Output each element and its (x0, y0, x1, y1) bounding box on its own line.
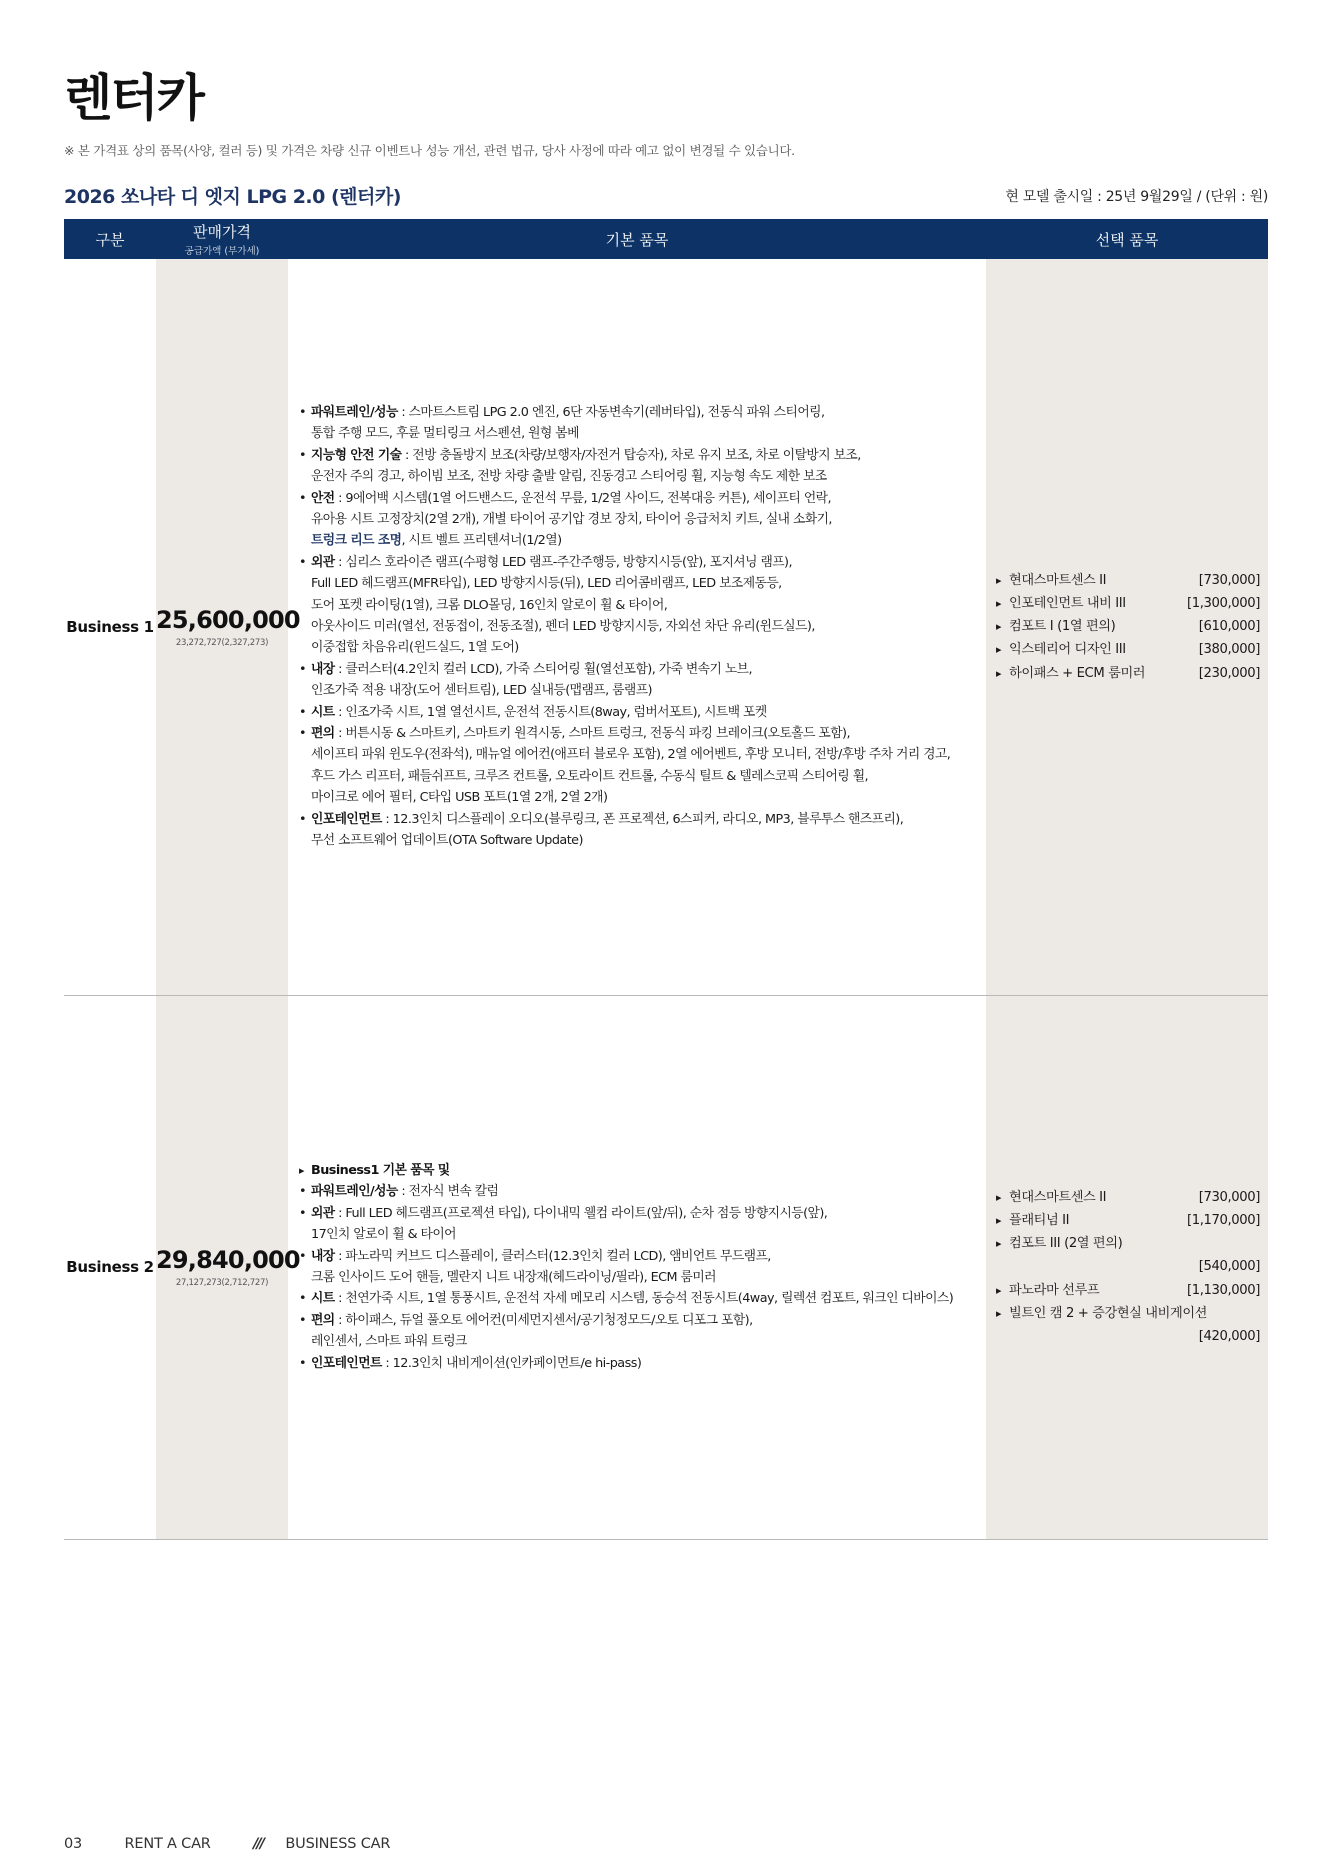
option-item (996, 1232, 1260, 1278)
option-item (996, 1279, 1260, 1302)
price-cell (156, 995, 300, 1539)
price-cell (156, 259, 300, 995)
basic-item-continuation: 세이프티 파워 윈도우(전좌석), 매뉴얼 에어컨(애프터 블로우 포함), 2열 에어벤트, 후방 모니터, 전방/후방 주차 거리 경고, (311, 747, 951, 763)
page-title: 렌터카 (64, 69, 203, 127)
option-item-name: ▸ 인포테인먼트 내비 III (1009, 595, 1126, 611)
option-item-price: [610,000] (1198, 619, 1260, 635)
basic-item (298, 1181, 976, 1202)
model-title: 2026 쏘나타 디 엣지 LPG 2.0 (렌터카) (64, 186, 401, 208)
basic-item-continuation: 아웃사이드 미러(열선, 전동접이, 전동조절), 펜더 LED 방향지시등, 자외선 차단 유리(윈드실드), (311, 619, 815, 635)
basic-item-text: : 버튼시동 & 스마트키, 스마트키 원격시동, 스마트 트렁크, 전동식 파킹 브레이크(오토홀드 포함), (334, 726, 851, 742)
basic-item-label: 내장 (311, 661, 335, 677)
basic-item-label: 시트 (311, 704, 335, 720)
basic-item-highlight: 트렁크 리드 조명 (311, 533, 402, 549)
price-value: 25,600,000 (156, 605, 300, 634)
option-item-name: ▸ 현대스마트센스 II (1009, 572, 1107, 588)
basic-item (298, 552, 976, 659)
price-value: 29,840,000 (156, 1246, 300, 1274)
basic-item-label: 외관 (311, 1205, 335, 1221)
basic-item (298, 402, 976, 445)
header-gubun: 구분 (64, 219, 156, 259)
basic-item (298, 1203, 976, 1246)
basic-item-text: : 12.3인치 디스플레이 오디오(블루링크, 폰 프로젝션, 6스피커, 라디오, MP3, 블루투스 핸즈프리), (381, 811, 904, 827)
basic-item-label: 편의 (311, 1312, 335, 1328)
basic-item-label: 파워트레인/성능 (311, 404, 398, 420)
option-item-price: [230,000] (1198, 665, 1260, 681)
option-item-name: ▸ 파노라마 선루프 (1009, 1282, 1100, 1298)
footer (64, 1836, 428, 1852)
basic-items-cell (288, 995, 986, 1539)
basic-items-list (298, 1160, 976, 1374)
basic-item (298, 445, 976, 488)
option-item (996, 569, 1260, 592)
basic-item-label: 지능형 안전 기술 (311, 447, 402, 463)
basic-item-continuation: 17인치 알로이 휠 & 타이어 (311, 1227, 456, 1243)
header-basic: 기본 품목 (288, 219, 986, 259)
option-items-cell (986, 259, 1268, 995)
option-item (996, 1186, 1260, 1209)
basic-item-text: : 클러스터(4.2인치 컬러 LCD), 가죽 스티어링 휠(열선포함), 가죽 변속기 노브, (334, 661, 752, 677)
basic-item-highlight-rest: , 시트 벨트 프리텐셔너(1/2열) (401, 533, 562, 549)
option-item-price: [730,000] (1198, 1189, 1260, 1205)
basic-item-text: : 하이패스, 듀얼 풀오토 에어컨(미세먼지센서/공기청정모드/오토 디포그 포함), (334, 1312, 753, 1328)
footer-separator: /// (253, 1836, 263, 1852)
basic-item-continuation: 도어 포켓 라이팅(1열), 크롬 DLO몰딩, 16인치 알로이 휠 & 타이어, (311, 597, 668, 613)
basic-item-text: : 9에어백 시스템(1열 어드밴스드, 운전석 무릎, 1/2열 사이드, 전복대응 커튼), 세이프티 언락, (334, 490, 831, 506)
basic-item (298, 1353, 976, 1374)
basic-item-label: 파워트레인/성능 (311, 1184, 398, 1200)
basic-item-continuation: 무선 소프트웨어 업데이트(OTA Software Update) (311, 833, 583, 849)
option-item-price: [1,130,000] (1186, 1282, 1260, 1298)
basic-item-text: : Full LED 헤드램프(프로젝션 타입), 다이내믹 웰컴 라이트(앞/뒤), 순차 점등 방향지시등(앞), (334, 1205, 828, 1221)
option-item (996, 615, 1260, 638)
option-item (996, 1209, 1260, 1232)
basic-item-continuation: 레인센서, 스마트 파워 트렁크 (311, 1334, 467, 1350)
option-item (996, 662, 1260, 685)
price-table (64, 219, 1268, 1540)
basic-item-label: 인포테인먼트 (311, 1355, 382, 1371)
basic-item-label: 안전 (311, 490, 335, 506)
trim-name: Business 1 (64, 259, 156, 995)
basic-item-text: : 심리스 호라이즌 램프(수평형 LED 램프-주간주행등, 방향지시등(앞), 포지셔닝 램프), (334, 554, 793, 570)
table-row-business2 (64, 995, 1268, 1539)
basic-item-text: : 전방 충돌방지 보조(차량/보행자/자전거 탑승자), 차로 유지 보조, 차로 이탈방지 보조, (401, 447, 861, 463)
option-items-list (996, 569, 1260, 685)
price-detail: 23,272,727(2,327,273) (175, 637, 269, 648)
basic-item (298, 723, 976, 809)
basic-item-lead-text: Business1 기본 품목 및 (311, 1162, 450, 1178)
basic-item (298, 659, 976, 702)
basic-item (298, 809, 976, 852)
option-item-name: ▸ 익스테리어 디자인 III (1009, 642, 1126, 658)
basic-item-lead (298, 1160, 976, 1181)
price-detail: 27,127,273(2,712,727) (175, 1278, 269, 1288)
header-option: 선택 품목 (986, 219, 1268, 259)
basic-item-text: : 인조가죽 시트, 1열 열선시트, 운전석 전동시트(8way, 럼버서포트), 시트백 포켓 (334, 704, 767, 720)
option-item-name: ▸ 플래티넘 II (1009, 1212, 1070, 1228)
model-meta: 현 모델 출시일 : 25년 9월29일 / (단위 : 원) (1005, 189, 1268, 205)
page-number: 03 (64, 1836, 83, 1852)
basic-item-continuation: 이중접합 차음유리(윈드실드, 1열 도어) (311, 640, 519, 656)
basic-item-label: 내장 (311, 1248, 335, 1264)
basic-item-text: : 스마트스트림 LPG 2.0 엔진, 6단 자동변속기(레버타입), 전동식 파워 스티어링, (397, 404, 825, 420)
header-price-sub: 공급가액 (부가세) (184, 246, 260, 257)
basic-item-label: 편의 (311, 726, 335, 742)
basic-item-text: : 천연가죽 시트, 1열 통풍시트, 운전석 자세 메모리 시스템, 동승석 전동시트(4way, 릴렉션 컴포트, 워크인 디바이스) (334, 1291, 954, 1307)
footer-section-rentacar: RENT A CAR (124, 1836, 211, 1852)
basic-item-label: 외관 (311, 554, 335, 570)
basic-item-continuation: 인조가죽 적용 내장(도어 센터트림), LED 실내등(맵램프, 룸램프) (311, 683, 653, 699)
basic-item (298, 702, 976, 723)
basic-item-continuation: 통합 주행 모드, 후륜 멀티링크 서스펜션, 원형 봄베 (311, 426, 579, 442)
option-items-cell (986, 995, 1268, 1539)
basic-item (298, 1288, 976, 1309)
basic-item (298, 1246, 976, 1289)
basic-item-text: : 전자식 변속 칼럼 (397, 1184, 499, 1200)
option-item-price: [540,000] (1198, 1259, 1260, 1275)
option-item-name: ▸ 컴포트 I (1열 편의) (1009, 619, 1116, 635)
option-item-price: [1,300,000] (1186, 595, 1260, 611)
header-price: 판매가격 공급가액 (부가세) (156, 219, 288, 259)
basic-item (298, 488, 976, 552)
option-items-list (996, 1186, 1260, 1348)
option-item (996, 638, 1260, 661)
option-item-name: 빌트인 캠 2 + 증강현실 내비게이션 (1009, 1305, 1208, 1321)
basic-item-continuation: 마이크로 에어 필터, C타입 USB 포트(1열 2개, 2열 2개) (311, 790, 608, 806)
basic-items-list (298, 402, 976, 852)
basic-item-continuation: 운전자 주의 경고, 하이빔 보조, 전방 차량 출발 알림, 진동경고 스티어링 휠, 지능형 속도 제한 보조 (311, 469, 827, 485)
option-item-price: [730,000] (1198, 572, 1260, 588)
table-header-row (64, 219, 1268, 259)
basic-item-label: 인포테인먼트 (311, 811, 382, 827)
footer-section-business: BUSINESS CAR (285, 1836, 391, 1852)
option-item-name: 컴포트 III (2열 편의) (1009, 1236, 1123, 1252)
option-item-price: [1,170,000] (1186, 1212, 1260, 1228)
option-item-name: ▸ 현대스마트센스 II (1009, 1189, 1107, 1205)
trim-name: Business 2 (64, 995, 156, 1539)
basic-item-continuation: 유아용 시트 고정장치(2열 2개), 개별 타이어 공기압 경보 장치, 타이어 응급처치 키트, 실내 소화기, (311, 512, 832, 528)
basic-item-text: : 파노라믹 커브드 디스플레이, 클러스터(12.3인치 컬러 LCD), 앰비언트 무드램프, (334, 1248, 771, 1264)
basic-item-continuation: 크롬 인사이드 도어 핸들, 멜란지 니트 내장재(헤드라이닝/필라), ECM 룸미러 (311, 1270, 716, 1285)
basic-item-label: 시트 (311, 1291, 335, 1307)
basic-item-text: : 12.3인치 내비게이션(인카페이먼트/e hi-pass) (381, 1355, 642, 1371)
option-item (996, 1302, 1260, 1348)
option-item-name: ▸ 하이패스 + ECM 룸미러 (1009, 665, 1146, 681)
option-item-price: [420,000] (1198, 1329, 1260, 1344)
basic-item-continuation: Full LED 헤드램프(MFR타입), LED 방향지시등(뒤), LED 리어콤비램프, LED 보조제동등, (311, 576, 782, 592)
basic-item-continuation: 후드 가스 리프터, 패들쉬프트, 크루즈 컨트롤, 오토라이트 컨트롤, 수동식 틸트 & 텔레스코픽 스티어링 휠, (311, 768, 869, 784)
notice-text: ※ 본 가격표 상의 품목(사양, 컬러 등) 및 가격은 차량 신규 이벤트나 성능 개선, 관련 법규, 당사 사정에 따라 예고 없이 변경될 수 있습니다. (64, 143, 795, 158)
table-row-business1 (64, 259, 1268, 995)
option-item (996, 592, 1260, 615)
option-item-price: [380,000] (1198, 642, 1260, 658)
basic-item (298, 1310, 976, 1353)
basic-items-cell (288, 259, 986, 995)
